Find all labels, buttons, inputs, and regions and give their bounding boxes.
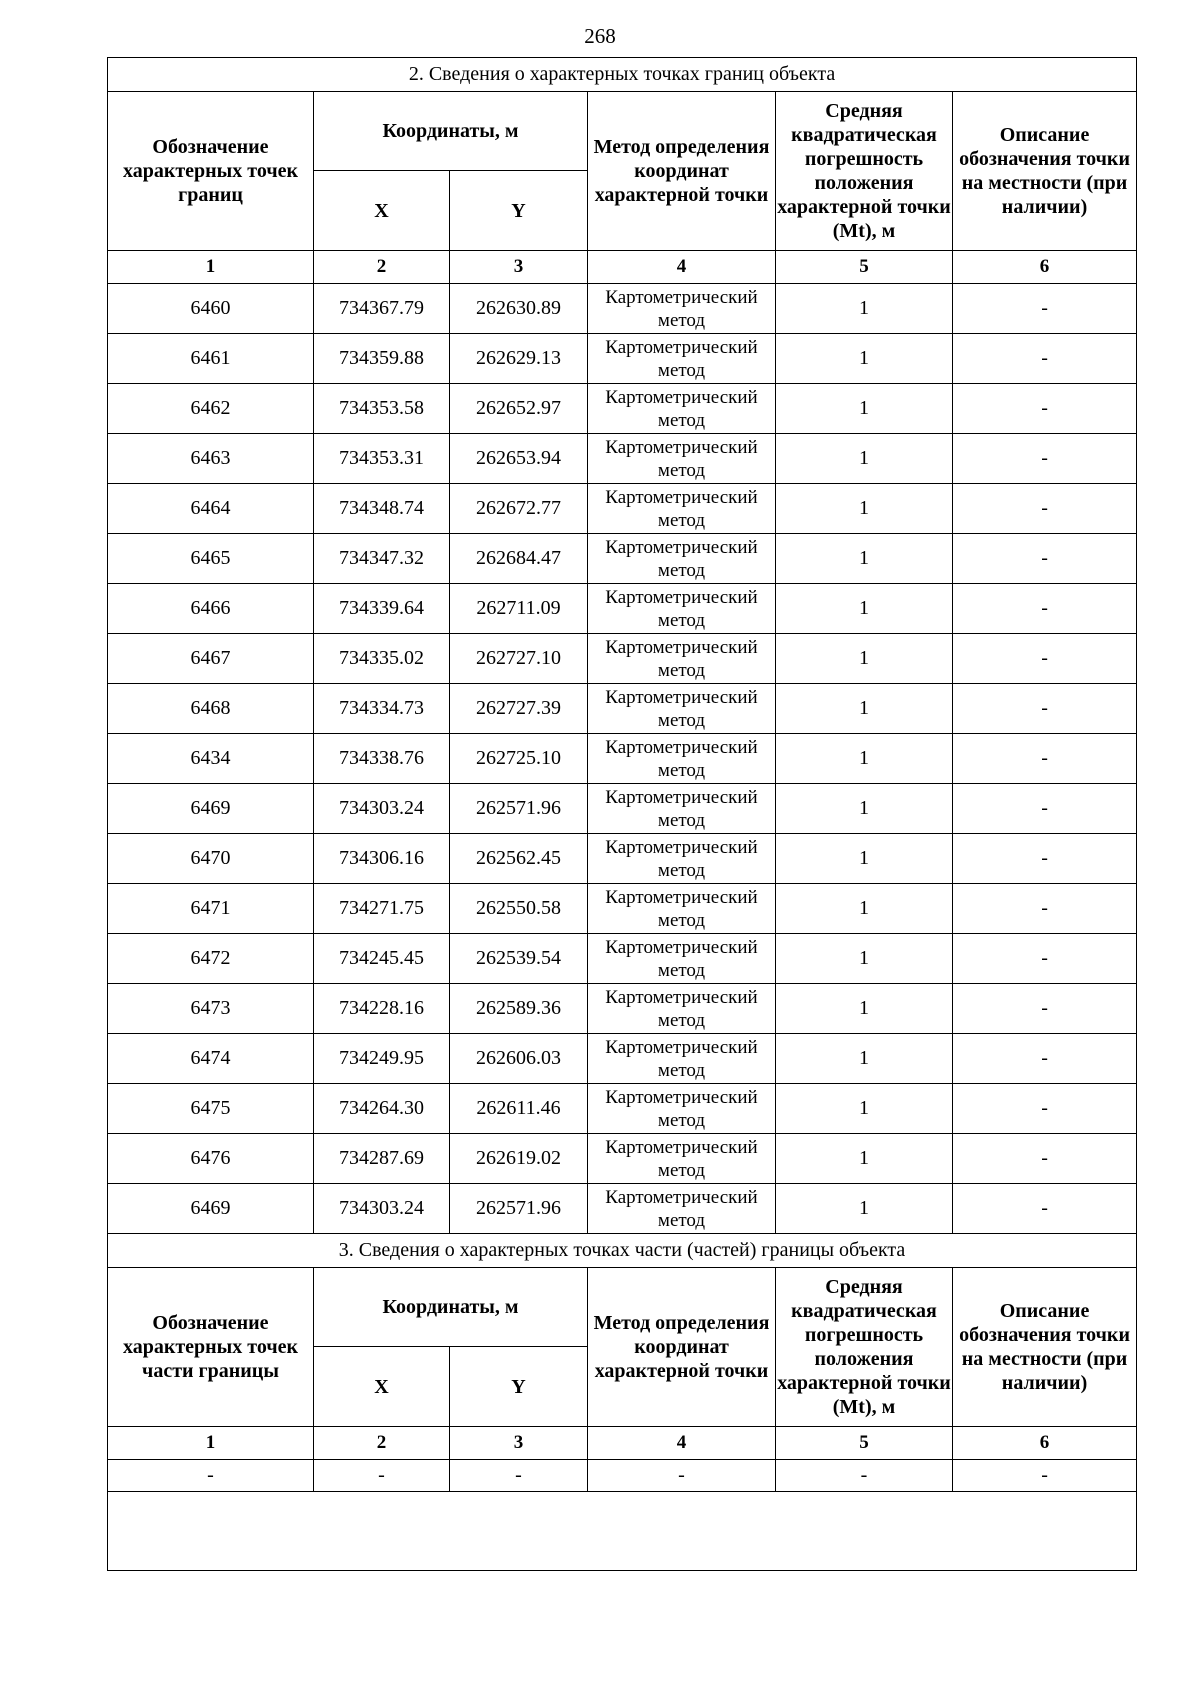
cell-method: Картометрический метод (588, 1184, 776, 1234)
cell-point: 6475 (108, 1084, 314, 1134)
cell-description: - (953, 434, 1137, 484)
table-row (108, 634, 1137, 684)
cell-x: 734245.45 (314, 934, 450, 984)
cell-description: - (953, 334, 1137, 384)
cell-point: 6460 (108, 284, 314, 334)
table-row (108, 934, 1137, 984)
section3-column-numbers (108, 1427, 1137, 1460)
cell-y: 262562.45 (450, 834, 588, 884)
cell-y: 262571.96 (450, 784, 588, 834)
section2-column-numbers (108, 251, 1137, 284)
table-row (108, 434, 1137, 484)
table-row (108, 834, 1137, 884)
cell-x: 734347.32 (314, 534, 450, 584)
section2-header-row (108, 92, 1137, 171)
cell-method: Картометрический метод (588, 484, 776, 534)
cell-point: 6465 (108, 534, 314, 584)
cell-point: 6462 (108, 384, 314, 434)
cell-x: 734306.16 (314, 834, 450, 884)
cell-y: 262653.94 (450, 434, 588, 484)
cell-method: Картометрический метод (588, 584, 776, 634)
cell-error: 1 (776, 1034, 953, 1084)
column-number: 2 (314, 1427, 450, 1460)
cell-description: - (953, 484, 1137, 534)
cell-y: 262630.89 (450, 284, 588, 334)
header-description: Описание обозначения точки на местности (при наличии) (953, 92, 1137, 251)
column-number: 1 (108, 1427, 314, 1460)
cell-point: 6472 (108, 934, 314, 984)
table-row (108, 384, 1137, 434)
cell-error: 1 (776, 434, 953, 484)
cell-method: Картометрический метод (588, 784, 776, 834)
cell-y: 262711.09 (450, 584, 588, 634)
section2-title-row (108, 58, 1137, 92)
header-designation: Обозначение характерных точек части границы (108, 1268, 314, 1427)
header-error: Средняя квадратическая погрешность положения характерной точки (Mt), м (776, 1268, 953, 1427)
header-coordinates: Координаты, м (314, 1268, 588, 1347)
table-row (108, 484, 1137, 534)
cell-y: 262589.36 (450, 984, 588, 1034)
cell-description: - (953, 384, 1137, 434)
column-number: 5 (776, 251, 953, 284)
cell-point: 6469 (108, 784, 314, 834)
cell-y: 262727.10 (450, 634, 588, 684)
cell-point: 6468 (108, 684, 314, 734)
cell-y: 262619.02 (450, 1134, 588, 1184)
cell-description: - (953, 534, 1137, 584)
cell-method: Картометрический метод (588, 334, 776, 384)
column-number: 1 (108, 251, 314, 284)
blank-footer-row (108, 1492, 1137, 1571)
column-number: 4 (588, 1427, 776, 1460)
cell-error: - (776, 1460, 953, 1492)
cell-x: 734338.76 (314, 734, 450, 784)
cell-error: 1 (776, 1184, 953, 1234)
cell-x: 734348.74 (314, 484, 450, 534)
table-row (108, 884, 1137, 934)
cell-y: 262539.54 (450, 934, 588, 984)
column-number: 3 (450, 1427, 588, 1460)
cell-point: 6474 (108, 1034, 314, 1084)
cell-point: 6463 (108, 434, 314, 484)
cell-point: 6476 (108, 1134, 314, 1184)
cell-method: Картометрический метод (588, 934, 776, 984)
cell-method: Картометрический метод (588, 1034, 776, 1084)
cell-error: 1 (776, 984, 953, 1034)
table-row (108, 1084, 1137, 1134)
header-method: Метод определения координат характерной точки (588, 1268, 776, 1427)
cell-method: Картометрический метод (588, 384, 776, 434)
cell-y: 262652.97 (450, 384, 588, 434)
cell-error: 1 (776, 834, 953, 884)
header-y: Y (450, 171, 588, 251)
cell-x: 734367.79 (314, 284, 450, 334)
cell-x: 734335.02 (314, 634, 450, 684)
cell-error: 1 (776, 684, 953, 734)
header-x: X (314, 1347, 450, 1427)
column-number: 2 (314, 251, 450, 284)
header-y: Y (450, 1347, 588, 1427)
cell-point: 6466 (108, 584, 314, 634)
cell-error: 1 (776, 934, 953, 984)
header-designation: Обозначение характерных точек границ (108, 92, 314, 251)
cell-point: 6469 (108, 1184, 314, 1234)
table-row (108, 734, 1137, 784)
cell-description: - (953, 934, 1137, 984)
cell-x: 734264.30 (314, 1084, 450, 1134)
cell-point: 6461 (108, 334, 314, 384)
cell-y: 262571.96 (450, 1184, 588, 1234)
cell-x: 734303.24 (314, 1184, 450, 1234)
cell-method: Картометрический метод (588, 434, 776, 484)
cell-error: 1 (776, 734, 953, 784)
section3-header-row (108, 1268, 1137, 1347)
cell-description: - (953, 784, 1137, 834)
cell-error: 1 (776, 784, 953, 834)
cell-point: 6467 (108, 634, 314, 684)
cell-method: Картометрический метод (588, 984, 776, 1034)
cell-x: 734353.58 (314, 384, 450, 434)
table-row (108, 584, 1137, 634)
cell-description: - (953, 984, 1137, 1034)
cell-x: 734353.31 (314, 434, 450, 484)
cell-description: - (953, 1034, 1137, 1084)
boundary-points-table (107, 57, 1137, 1571)
cell-description: - (953, 1134, 1137, 1184)
column-number: 5 (776, 1427, 953, 1460)
cell-x: 734287.69 (314, 1134, 450, 1184)
table-row (108, 1184, 1137, 1234)
cell-method: Картометрический метод (588, 734, 776, 784)
cell-error: 1 (776, 484, 953, 534)
cell-error: 1 (776, 334, 953, 384)
cell-method: Картометрический метод (588, 534, 776, 584)
cell-y: 262725.10 (450, 734, 588, 784)
table-row (108, 784, 1137, 834)
cell-error: 1 (776, 584, 953, 634)
cell-method: - (588, 1460, 776, 1492)
cell-y: 262727.39 (450, 684, 588, 734)
cell-description: - (953, 1184, 1137, 1234)
cell-description: - (953, 834, 1137, 884)
cell-x: 734303.24 (314, 784, 450, 834)
cell-x: 734334.73 (314, 684, 450, 734)
table-row (108, 284, 1137, 334)
header-error: Средняя квадратическая погрешность положения характерной точки (Mt), м (776, 92, 953, 251)
cell-point: 6470 (108, 834, 314, 884)
table-row (108, 1460, 1137, 1492)
cell-description: - (953, 1460, 1137, 1492)
cell-point: 6464 (108, 484, 314, 534)
cell-method: Картометрический метод (588, 1134, 776, 1184)
cell-error: 1 (776, 634, 953, 684)
cell-description: - (953, 584, 1137, 634)
cell-description: - (953, 684, 1137, 734)
cell-x: 734228.16 (314, 984, 450, 1034)
cell-description: - (953, 1084, 1137, 1134)
column-number: 4 (588, 251, 776, 284)
table-row (108, 684, 1137, 734)
cell-x: - (314, 1460, 450, 1492)
section3-title-row (108, 1234, 1137, 1268)
cell-error: 1 (776, 384, 953, 434)
cell-description: - (953, 884, 1137, 934)
page-number: 268 (584, 24, 616, 48)
cell-y: 262629.13 (450, 334, 588, 384)
cell-description: - (953, 284, 1137, 334)
cell-x: 734359.88 (314, 334, 450, 384)
cell-y: 262606.03 (450, 1034, 588, 1084)
column-number: 6 (953, 1427, 1137, 1460)
header-method: Метод определения координат характерной точки (588, 92, 776, 251)
table-row (108, 1034, 1137, 1084)
cell-error: 1 (776, 1134, 953, 1184)
cell-error: 1 (776, 284, 953, 334)
cell-point: 6473 (108, 984, 314, 1034)
blank-footer-cell (108, 1492, 1137, 1571)
header-description: Описание обозначения точки на местности (при наличии) (953, 1268, 1137, 1427)
cell-y: 262684.47 (450, 534, 588, 584)
cell-method: Картометрический метод (588, 684, 776, 734)
cell-x: 734271.75 (314, 884, 450, 934)
cell-x: 734249.95 (314, 1034, 450, 1084)
column-number: 3 (450, 251, 588, 284)
header-x: X (314, 171, 450, 251)
cell-error: 1 (776, 884, 953, 934)
table-row (108, 334, 1137, 384)
cell-y: - (450, 1460, 588, 1492)
cell-method: Картометрический метод (588, 284, 776, 334)
cell-method: Картометрический метод (588, 834, 776, 884)
section3-title: 3. Сведения о характерных точках части (частей) границы объекта (108, 1234, 1137, 1268)
cell-description: - (953, 634, 1137, 684)
cell-y: 262672.77 (450, 484, 588, 534)
table-row (108, 1134, 1137, 1184)
cell-method: Картометрический метод (588, 634, 776, 684)
section2-title: 2. Сведения о характерных точках границ объекта (108, 58, 1137, 92)
cell-method: Картометрический метод (588, 1084, 776, 1134)
cell-point: 6434 (108, 734, 314, 784)
cell-method: Картометрический метод (588, 884, 776, 934)
cell-y: 262550.58 (450, 884, 588, 934)
cell-y: 262611.46 (450, 1084, 588, 1134)
cell-error: 1 (776, 1084, 953, 1134)
cell-point: - (108, 1460, 314, 1492)
cell-description: - (953, 734, 1137, 784)
table-row (108, 534, 1137, 584)
table-row (108, 984, 1137, 1034)
cell-x: 734339.64 (314, 584, 450, 634)
header-coordinates: Координаты, м (314, 92, 588, 171)
cell-error: 1 (776, 534, 953, 584)
column-number: 6 (953, 251, 1137, 284)
cell-point: 6471 (108, 884, 314, 934)
